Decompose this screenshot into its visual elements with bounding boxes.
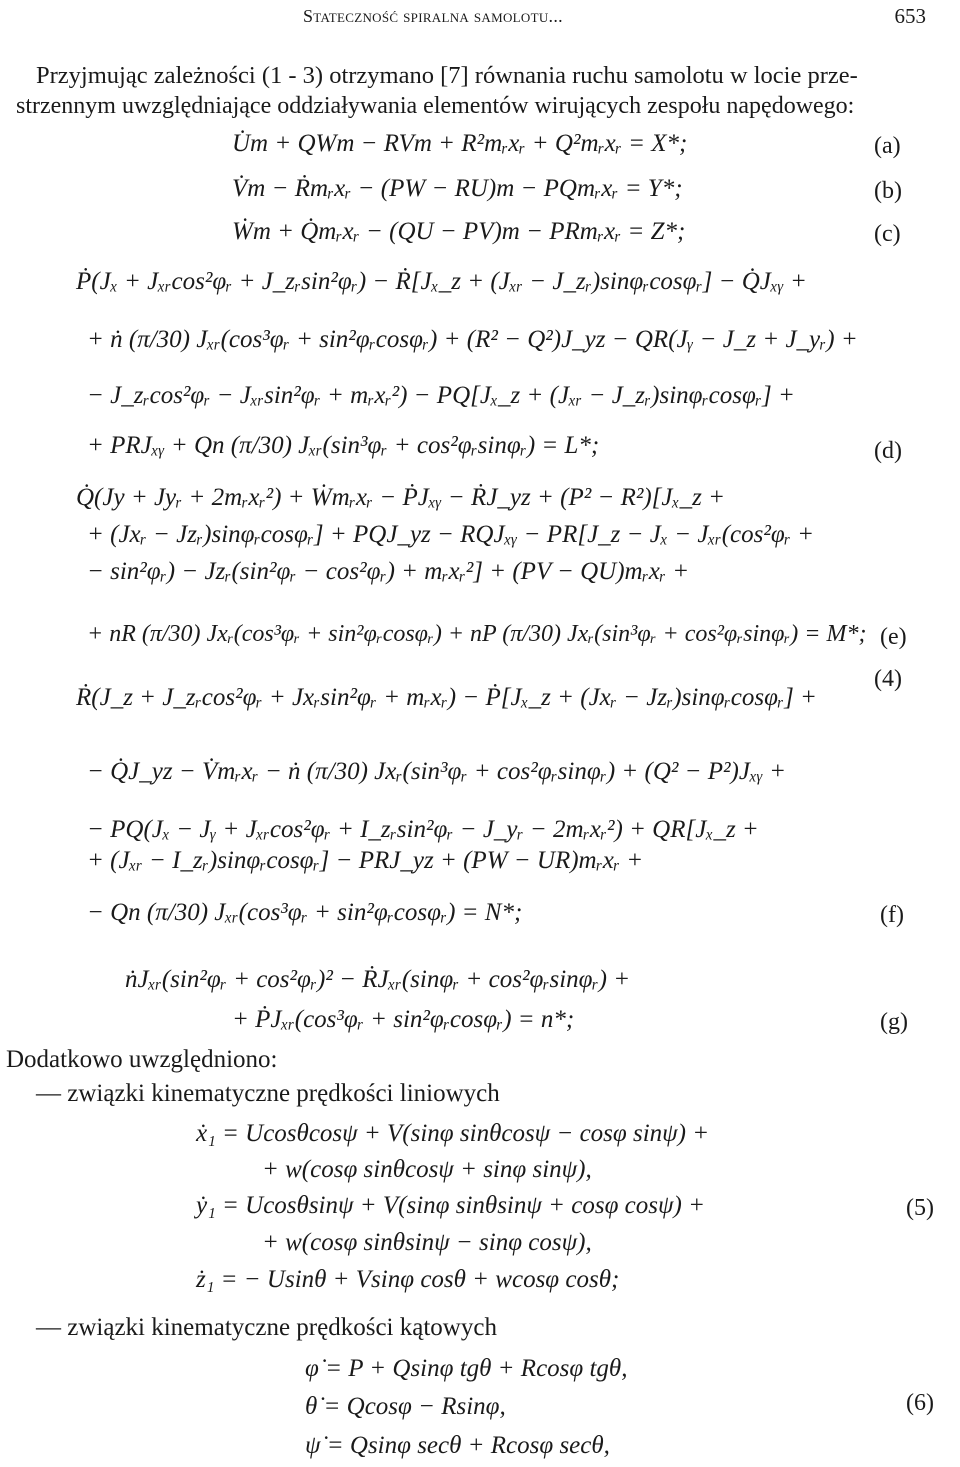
additional-item-linear: — związki kinematyczne prędkości liniowych xyxy=(36,1080,500,1107)
equation-tag-f: (f) xyxy=(880,902,904,928)
equation-5-line-2: + w(cosφ sinθcosψ + sinφ sinψ), xyxy=(262,1156,592,1183)
equation-5-line-4: + w(cosφ sinθsinψ − sinφ cosψ), xyxy=(262,1229,592,1256)
equation-d-line-1: Ṗ(Jₓ + Jₓᵣcos²φᵣ + J_zᵣsin²φᵣ) − Ṙ[Jₓ_z + (Jₓᵣ − J_zᵣ)sinφᵣcosφᵣ] − Q̇Jₓᵧ + xyxy=(76,268,807,295)
intro-line-1: Przyjmując zależności (1 - 3) otrzymano [7] równania ruchu samolotu w locie prze- xyxy=(36,62,858,89)
running-title: Stateczność spiralna samolotu... xyxy=(303,6,563,26)
additional-heading: Dodatkowo uwzględniono: xyxy=(6,1046,278,1073)
equation-e-line-2: + (Jxᵣ − Jzᵣ)sinφᵣcosφᵣ] + PQJ_yz − RQJₓᵧ − PR[J_z − Jₓ − Jₓᵣ(cos²φᵣ + xyxy=(87,521,814,548)
equation-tag-a: (a) xyxy=(874,133,901,159)
equation-f-line-5: − Qn (π/30) Jₓᵣ(cos³φᵣ + sin²φᵣcosφᵣ) = N*; xyxy=(87,899,523,926)
page-number: 653 xyxy=(894,4,926,28)
equation-f-line-3: − PQ(Jₓ − Jᵧ + Jₓᵣcos²φᵣ + I_zᵣsin²φᵣ − J_yᵣ − 2mᵣxᵣ²) + QR[Jₓ_z + xyxy=(87,816,759,843)
equation-5-line-3: ẏ₁ = Ucosθsinψ + V(sinφ sinθsinψ + cosφ cosψ) + xyxy=(196,1192,705,1219)
equation-6-line-2: θ̇ = Qcosφ − Rsinφ, xyxy=(305,1393,506,1420)
equation-a: U̇m + QWm − RVm + R²mᵣxᵣ + Q²mᵣxᵣ = X*; xyxy=(232,130,688,157)
equation-e-line-1: Q̇(Jy + Jyᵣ + 2mᵣxᵣ²) + Ẇmᵣxᵣ − ṖJₓᵧ − ṘJ_yz + (P² − R²)[Jₓ_z + xyxy=(76,484,725,511)
equation-tag-e: (e) xyxy=(880,624,907,650)
equation-5-line-5: ż₁ = − Usinθ + Vsinφ cosθ + wcosφ cosθ; xyxy=(196,1266,620,1293)
equation-c: Ẇm + Q̇mᵣxᵣ − (QU − PV)m − PRmᵣxᵣ = Z*; xyxy=(232,218,686,245)
equation-g-line-2: + ṖJₓᵣ(cos³φᵣ + sin²φᵣcosφᵣ) = n*; xyxy=(232,1006,575,1033)
page-header xyxy=(0,4,960,30)
equation-e-line-4: + nR (π/30) Jxᵣ(cos³φᵣ + sin²φᵣcosφᵣ) + nP (π/30) Jxᵣ(sin³φᵣ + cos²φᵣsinφᵣ) = M*; xyxy=(87,621,867,647)
equation-d-line-4: + PRJₓᵧ + Qn (π/30) Jₓᵣ(sin³φᵣ + cos²φᵣsinφᵣ) = L*; xyxy=(87,432,600,459)
intro-line-2: strzennym uwzględniające oddziaływania elementów wirujących zespołu napędowego: xyxy=(16,93,855,119)
equation-d-line-2: + ṅ (π/30) Jₓᵣ(cos³φᵣ + sin²φᵣcosφᵣ) + (R² − Q²)J_yz − QR(Jᵧ − J_z + J_yᵣ) + xyxy=(87,326,858,353)
equation-d-line-3: − J_zᵣcos²φᵣ − Jₓᵣsin²φᵣ + mᵣxᵣ²) − PQ[Jₓ_z + (Jₓᵣ − J_zᵣ)sinφᵣcosφᵣ] + xyxy=(87,382,795,409)
equation-6-line-3: ψ̇ = Qsinφ secθ + Rcosφ secθ, xyxy=(305,1432,610,1459)
equation-tag-c: (c) xyxy=(874,221,901,247)
equation-tag-5: (5) xyxy=(906,1195,934,1221)
equation-f-line-4: + (Jₓᵣ − I_zᵣ)sinφᵣcosφᵣ] − PRJ_yz + (PW − UR)mᵣxᵣ + xyxy=(87,847,644,874)
equation-b: V̇m − Ṙmᵣxᵣ − (PW − RU)m − PQmᵣxᵣ = Y*; xyxy=(232,175,683,202)
equation-f-line-1: Ṙ(J_z + J_zᵣcos²φᵣ + Jxᵣsin²φᵣ + mᵣxᵣ) − Ṗ[Jₓ_z + (Jxᵣ − Jzᵣ)sinφᵣcosφᵣ] + xyxy=(76,684,817,711)
additional-item-angular: — związki kinematyczne prędkości kątowych xyxy=(36,1314,497,1341)
equation-tag-d: (d) xyxy=(874,438,902,464)
equation-tag-b: (b) xyxy=(874,178,902,204)
equation-6-line-1: φ̇ = P + Qsinφ tgθ + Rcosφ tgθ, xyxy=(305,1355,628,1382)
equation-tag-g: (g) xyxy=(880,1009,908,1035)
equation-5-line-1: ẋ₁ = Ucosθcosψ + V(sinφ sinθcosψ − cosφ sinψ) + xyxy=(196,1120,710,1147)
equation-g-line-1: ṅJₓᵣ(sin²φᵣ + cos²φᵣ)² − ṘJₓᵣ(sinφᵣ + cos²φᵣsinφᵣ) + xyxy=(125,966,631,993)
equation-tag-6: (6) xyxy=(906,1390,934,1416)
equation-f-line-2: − Q̇J_yz − V̇mᵣxᵣ − ṅ (π/30) Jxᵣ(sin³φᵣ + cos²φᵣsinφᵣ) + (Q² − P²)Jₓᵧ + xyxy=(87,758,786,785)
equation-block-number: (4) xyxy=(874,666,902,692)
equation-e-line-3: − sin²φᵣ) − Jzᵣ(sin²φᵣ − cos²φᵣ) + mᵣxᵣ²] + (PV − QU)mᵣxᵣ + xyxy=(87,558,690,585)
